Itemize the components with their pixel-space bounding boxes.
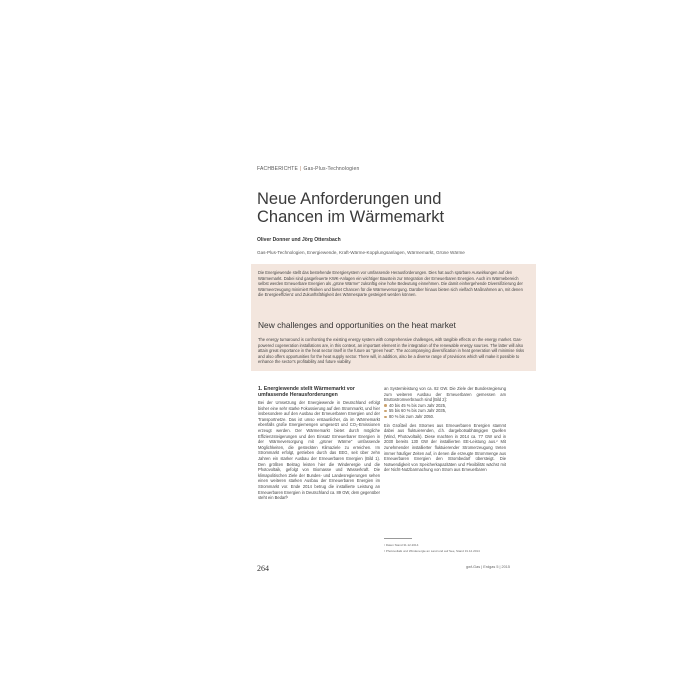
footnote-1: ¹ Daten Stand 31.12.2014 — [384, 543, 419, 547]
section-label — [257, 166, 359, 172]
page-number: 264 — [257, 564, 269, 573]
footnote-divider — [384, 538, 412, 539]
body-column-right — [384, 386, 506, 473]
body-paragraph-intro: an Systemleistung von ca. 82 GW. Die Ziele der Bundesregierung zum weiteren Ausbau der Erneuerbaren gemessen am Bruttostromverbrauch sind [Bild 2]: — [384, 386, 506, 403]
article-keywords: Gas-Plus-Technologien, Energiewende, Kraft-Wärme-Kopplungsanlagen, Wärmemarkt, Grüne Wärme — [257, 250, 465, 255]
bullet-icon — [384, 404, 387, 407]
article-title: Neue Anforderungen und Chancen im Wärmemarkt — [257, 190, 445, 226]
bullet-item: 55 bis 60 % bis zum Jahr 2035, — [384, 408, 506, 414]
bullet-item: 40 bis 45 % bis zum Jahr 2025, — [384, 403, 506, 409]
article-authors: Oliver Donner und Jörg Ottersbach — [257, 237, 341, 243]
section-separator: | — [300, 166, 302, 172]
body-paragraph: Ein Großteil des Stromes aus Erneuerbaren Energien stammt dabei aus fluktuierenden, d.h. dargebotsabhängigen Quellen (Wind, Photovoltaik). Diese machten in 2014 ca. 77 GW und in 2030 bereits 130 GW der installierten EE-Leistung aus.² Mit zunehmender installierter fluktuierender Stromerzeugung treten immer häufiger Zeiten auf, in denen die erzeugte Strommenge aus Erneuerbaren Energien den Strombedarf übersteigt. Die Notwendigkeit von Speicherkapazitäten und Flexibilität wächst mit der Nicht-Nutzbarmachung von Strom aus Erneuerbaren — [384, 422, 506, 473]
body-column-left — [258, 386, 380, 501]
section-heading: 1. Energiewende stellt Wärmemarkt vor umfassende Herausforderungen — [258, 386, 355, 399]
body-paragraph: Bei der Umsetzung der Energiewende in Deutschland erfolgt bisher eine sehr starke Fokussierung auf den Strommarkt, und hier insbesondere auf den Ausbau der Erneuerbaren Energien und der Transportnetze. Das ist umso erstaunlicher, da im Wärmemarkt ebenfalls große Energiemengen umgesetzt und CO₂-Emissionen erzeugt werden. Der Wärmemarkt bietet durch mögliche Effizienzsteigerungen und den Einsatz Erneuerbarer Energien in der Wärmeversorgung mit „grüner Wärme“ umfassende Möglichkeiten, die gesteckten Klimaziele zu erreichen. Im Strommarkt erfolgt, getrieben durch das EEG, seit über zehn Jahren ein starker Ausbau der Erneuerbaren Energien (Bild 1). Den größten Beitrag leisten hier die Windenergie und die Photovoltaik, gefolgt von Biomasse und Wasserkraft. Die klimapolitischen Ziele der Bundes- und Landesregierungen sehen einen weiteren starken Ausbau der Erneuerbaren Energien im Strommarkt vor. Ende 2014 betrug die installierte Leistung an Erneuerbaren Energien in Deutschland ca. 89 GW, dem gegenüber steht ein Bedarf¹ — [258, 400, 380, 501]
english-subtitle: New challenges and opportunities on the heat market — [258, 320, 456, 330]
bullet-item: 80 % bis zum Jahr 2050. — [384, 414, 506, 420]
journal-footer: gwf-Gas | Erdgas 5 | 2015 — [466, 565, 510, 569]
abstract-german: Die Energiewende stellt das bestehende Energiesystem vor umfassende Herausforderungen. Dies hat auch spürbare Auswirkungen auf den Wärmemarkt. Dabei sind gasgefeuerte KWK-Anlagen ein wichtiger Baustein zur Integration der Erneuerbaren Energien. Auch im Wärmebereich selbst werden Erneuerbare Energien als „grüne Wärme“ zukünftig eine hohe Bedeutung einnehmen. Die damit einhergehende Diversifizierung der Wärmeerzeugung minimiert Risiken und bietet Chancen für die Wärmeversorgung. Darüber hinaus bieten sich vielfach Maßnahmen an, mit denen die Energieeffizienz und Zukunftsfähigkeit des Wärmesparte gesteigert werden können. — [258, 270, 523, 297]
bullet-icon — [384, 410, 387, 413]
footnotes — [384, 542, 514, 554]
section-name: FACHBERICHTE — [257, 166, 299, 172]
bullet-icon — [384, 416, 387, 419]
footnote-2: ² Photovoltaik und Windenergie an Land und auf See, Stand 31.12.2014 — [384, 549, 480, 553]
abstract-english: The energy turnaround is confronting the existing energy system with comprehensive challenges, with tangible effects on the energy market. Gas-powered cogeneration installations are, in this context, an important element in the integration of the renewable energy sources. The latter will also attain great importance in the heat sector itself in the future as "green heat". The accompanying diversification in heat generation will minimise risks and also offers opportunities for the heat supply sector. There will, in addition, also be a diverse range of provisions which will make it possible to enhance the sector's profitability and future viability. — [258, 337, 525, 364]
subsection-name: Gas-Plus-Technologien — [303, 166, 360, 172]
